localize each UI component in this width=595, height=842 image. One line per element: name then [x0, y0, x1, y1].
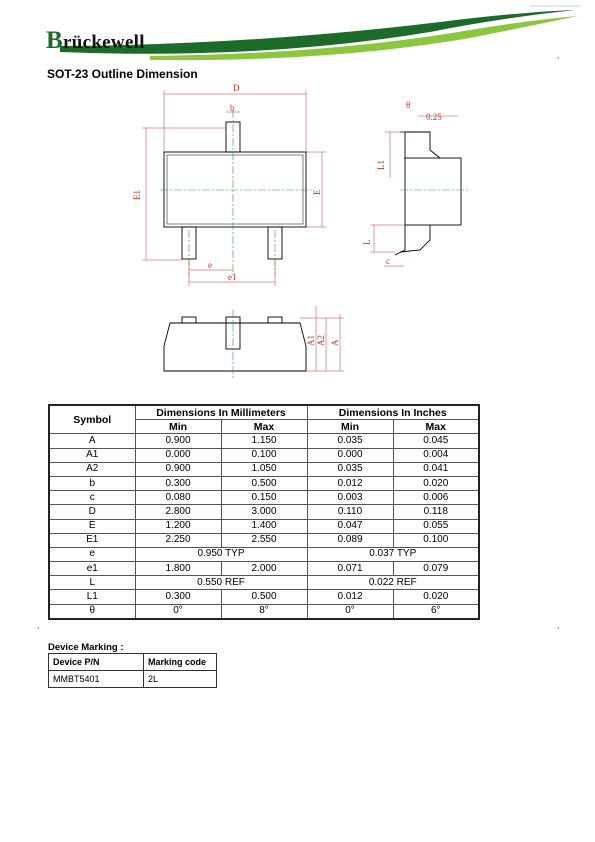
table-row — [49, 604, 479, 619]
mm-max-cell: 0.500 — [221, 476, 307, 490]
symbol-cell: L — [49, 576, 135, 590]
symbol-header: Symbol — [49, 405, 135, 434]
label-D: D — [233, 83, 240, 93]
in-min-cell: 0.003 — [307, 491, 393, 505]
in-min-cell: 0.089 — [307, 533, 393, 547]
label-c: c — [386, 256, 390, 266]
label-E1: E1 — [132, 190, 142, 200]
in-min-cell: 0.035 — [307, 434, 393, 448]
device-pn-header: Device P/N — [49, 654, 144, 671]
mm-span-cell: 0.550 REF — [135, 576, 307, 590]
symbol-cell: e — [49, 547, 135, 561]
marking-code-cell: 2L — [144, 671, 217, 688]
margin-mark: , — [557, 51, 560, 60]
mm-min-cell: 1.800 — [135, 562, 221, 576]
in-min-cell: 0.035 — [307, 462, 393, 476]
table-row — [49, 533, 479, 547]
mm-max-cell: 3.000 — [221, 505, 307, 519]
in-min-cell: 0.000 — [307, 448, 393, 462]
mm-max-cell: 0.500 — [221, 590, 307, 604]
symbol-cell: E1 — [49, 533, 135, 547]
table-row — [49, 590, 479, 604]
in-max-cell: 0.041 — [393, 462, 479, 476]
in-max-cell: 0.079 — [393, 562, 479, 576]
in-max-cell: 0.100 — [393, 533, 479, 547]
mm-min-cell: 2.250 — [135, 533, 221, 547]
in-header: Dimensions In Inches — [307, 405, 479, 420]
mm-max-cell: 1.150 — [221, 434, 307, 448]
label-theta: θ — [406, 100, 411, 110]
mm-max-cell: 1.050 — [221, 462, 307, 476]
table-row — [49, 476, 479, 490]
in-min-cell: 0° — [307, 604, 393, 619]
dimension-table — [48, 404, 480, 620]
symbol-cell: e1 — [49, 562, 135, 576]
in-max-cell: 0.118 — [393, 505, 479, 519]
symbol-cell: A — [49, 434, 135, 448]
mm-max-cell: 1.400 — [221, 519, 307, 533]
mm-min-cell: 2.800 — [135, 505, 221, 519]
label-A: A — [330, 339, 340, 346]
brand-logo — [46, 27, 145, 55]
in-span-cell: 0.022 REF — [307, 576, 479, 590]
drawing-labels — [132, 83, 442, 346]
mm-max-cell: 0.100 — [221, 448, 307, 462]
label-E: E — [312, 189, 322, 195]
mm-max-cell: 0.150 — [221, 491, 307, 505]
brand-initial: B — [46, 27, 63, 54]
top-view-body — [164, 152, 306, 227]
mm-max-header: Max — [221, 420, 307, 434]
in-max-cell: 0.020 — [393, 590, 479, 604]
in-max-cell: 6° — [393, 604, 479, 619]
label-L1: L1 — [376, 160, 386, 170]
table-row — [49, 434, 479, 448]
in-max-cell: 0.045 — [393, 434, 479, 448]
mm-min-cell: 1.200 — [135, 519, 221, 533]
in-min-header: Min — [307, 420, 393, 434]
label-A1: A1 — [306, 335, 316, 346]
in-max-cell: 0.004 — [393, 448, 479, 462]
mm-min-cell: 0° — [135, 604, 221, 619]
device-marking-table — [48, 653, 217, 688]
table-row — [49, 671, 217, 688]
symbol-cell: c — [49, 491, 135, 505]
in-max-header: Max — [393, 420, 479, 434]
in-max-cell: 0.006 — [393, 491, 479, 505]
table-row — [49, 519, 479, 533]
marking-code-header: Marking code — [144, 654, 217, 671]
table-row — [49, 462, 479, 476]
symbol-cell: E — [49, 519, 135, 533]
label-A2: A2 — [316, 335, 326, 346]
mm-max-cell: 2.550 — [221, 533, 307, 547]
in-min-cell: 0.110 — [307, 505, 393, 519]
table-row — [49, 491, 479, 505]
device-pn-cell: MMBT5401 — [49, 671, 144, 688]
in-max-cell: 0.020 — [393, 476, 479, 490]
table-row — [49, 505, 479, 519]
margin-mark: , — [37, 621, 40, 630]
table-row — [49, 562, 479, 576]
side-view-body — [405, 158, 461, 225]
in-max-cell: 0.055 — [393, 519, 479, 533]
mm-max-cell: 2.000 — [221, 562, 307, 576]
symbol-cell: L1 — [49, 590, 135, 604]
mm-min-cell: 0.080 — [135, 491, 221, 505]
mm-min-cell: 0.000 — [135, 448, 221, 462]
in-min-cell: 0.047 — [307, 519, 393, 533]
table-row — [49, 576, 479, 590]
mm-min-cell: 0.900 — [135, 434, 221, 448]
mm-min-header: Min — [135, 420, 221, 434]
front-view-body — [164, 323, 306, 371]
in-min-cell: 0.012 — [307, 476, 393, 490]
label-L: L — [362, 239, 372, 245]
label-0-25: 0.25 — [426, 112, 442, 122]
label-b: b — [230, 103, 235, 113]
symbol-cell: b — [49, 476, 135, 490]
in-min-cell: 0.012 — [307, 590, 393, 604]
table-row — [49, 547, 479, 561]
label-e: e — [208, 260, 212, 270]
mm-min-cell: 0.300 — [135, 590, 221, 604]
symbol-cell: A2 — [49, 462, 135, 476]
symbol-cell: A1 — [49, 448, 135, 462]
in-min-cell: 0.071 — [307, 562, 393, 576]
section-title: SOT-23 Outline Dimension — [47, 67, 198, 81]
in-span-cell: 0.037 TYP — [307, 547, 479, 561]
mm-min-cell: 0.300 — [135, 476, 221, 490]
device-marking-title: Device Marking : — [48, 642, 124, 653]
symbol-cell: θ — [49, 604, 135, 619]
table-row — [49, 448, 479, 462]
margin-mark: , — [557, 621, 560, 630]
mm-min-cell: 0.900 — [135, 462, 221, 476]
mm-header: Dimensions In Millimeters — [135, 405, 307, 420]
mm-span-cell: 0.950 TYP — [135, 547, 307, 561]
package-drawing — [0, 80, 595, 390]
mm-max-cell: 8° — [221, 604, 307, 619]
brand-rest: rückewell — [62, 32, 145, 53]
label-e1: e1 — [228, 272, 237, 282]
symbol-cell: D — [49, 505, 135, 519]
